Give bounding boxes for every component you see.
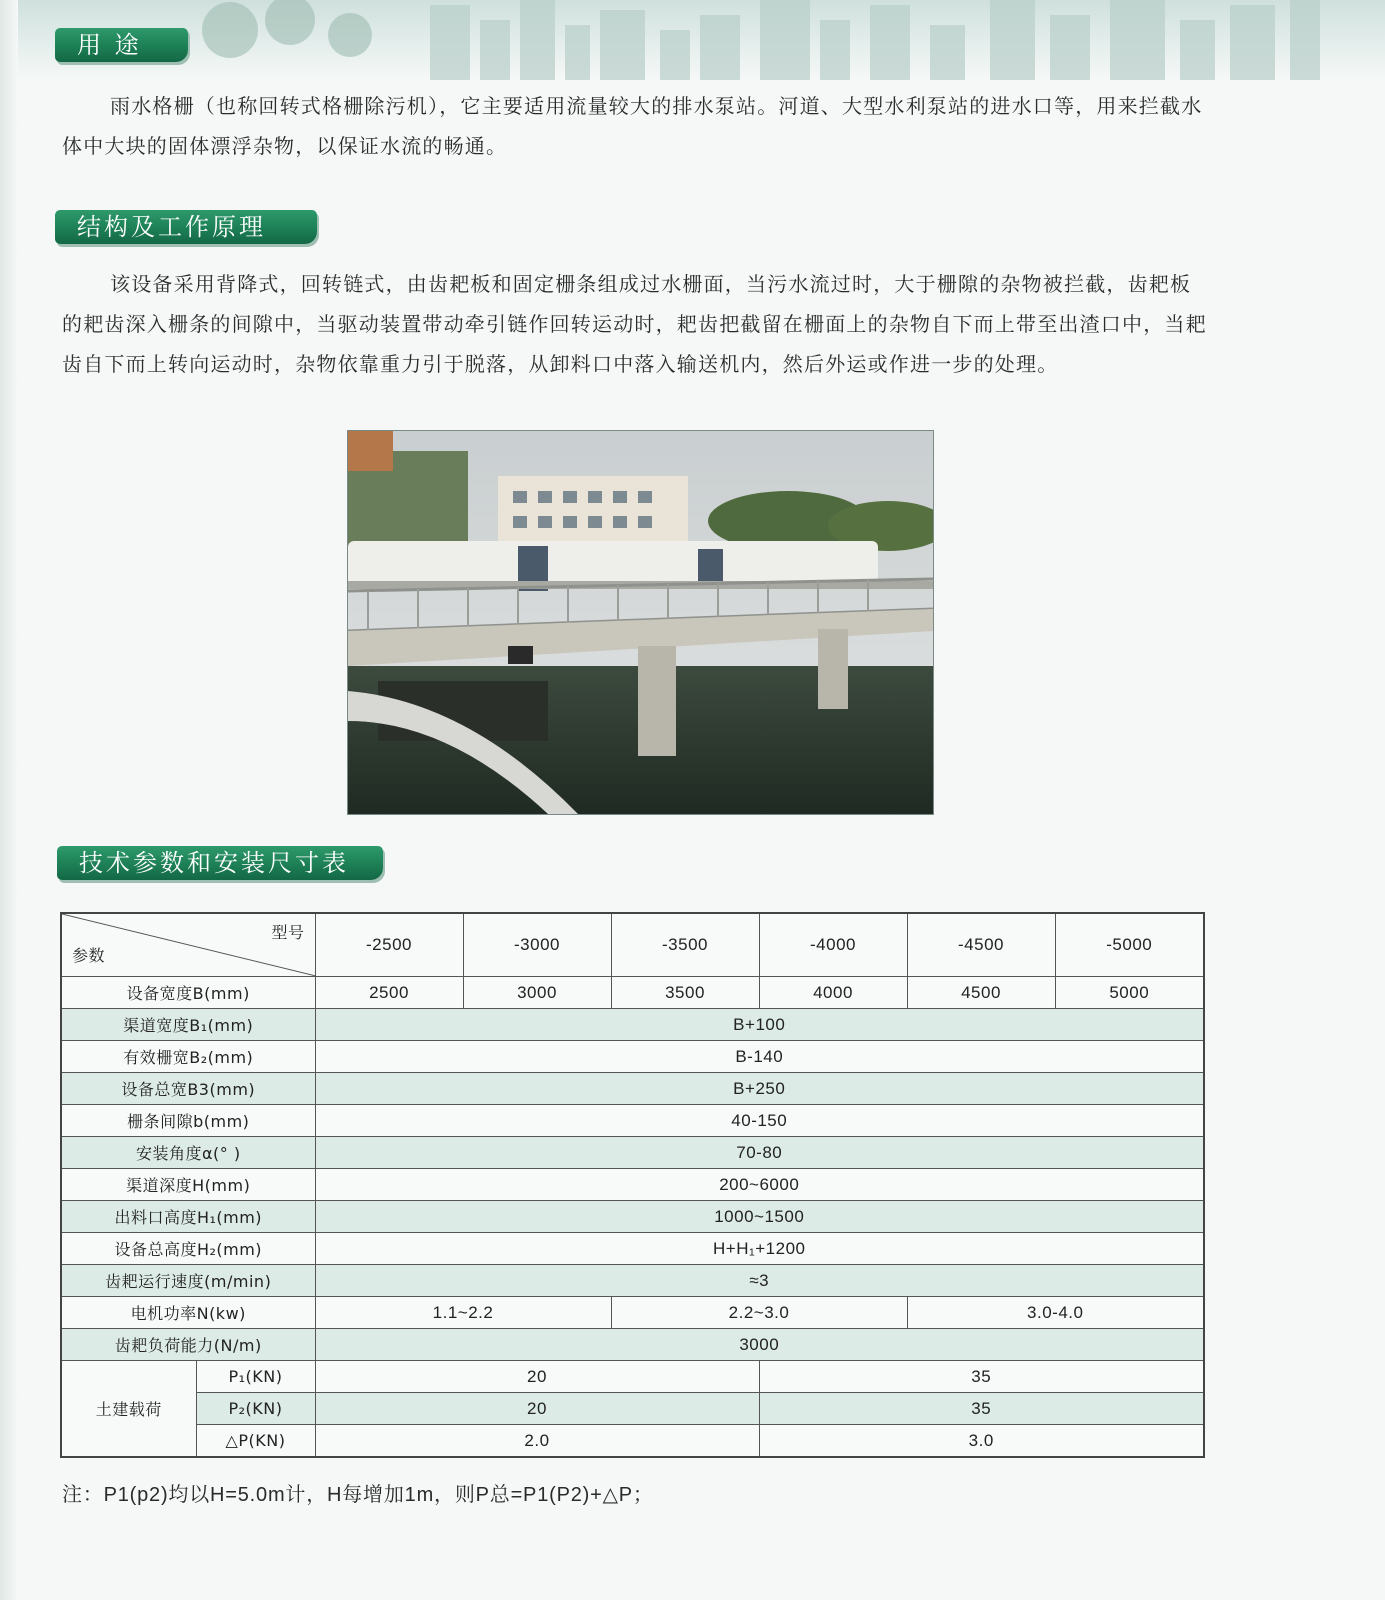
section-title-usage: 用 途: [55, 28, 188, 62]
param-label: 电机功率N(kw): [61, 1297, 315, 1329]
table-cell: B+100: [315, 1009, 1204, 1041]
table-row: [61, 1041, 1204, 1073]
left-edge-shadow: [0, 0, 18, 1600]
table-cell: 2500: [315, 977, 463, 1009]
table-cell: 70-80: [315, 1137, 1204, 1169]
structure-paragraph: 该设备采用背降式，回转链式，由齿耙板和固定栅条组成过水栅面，当污水流过时，大于栅隙的杂物被拦截，齿耙板的耙齿深入栅条的间隙中，当驱动装置带动牵引链作回转运动时，耙齿把截留在栅面上的杂物自下而上带至出渣口中，当耙齿自下而上转向运动时，杂物依靠重力引于脱落，从卸料口中落入输送机内，然后外运或作进一步的处理。: [62, 272, 1207, 376]
table-row: [61, 1425, 1204, 1458]
param-label: P₂(KN): [196, 1393, 315, 1425]
header-diagonal-cell: [61, 913, 315, 977]
table-row: [61, 1233, 1204, 1265]
city-skyline-decoration: [0, 0, 1385, 80]
civil-load-label: 土建载荷: [61, 1361, 196, 1458]
table-cell: 3000: [315, 1329, 1204, 1361]
table-row: [61, 1009, 1204, 1041]
table-cell: H+H₁+1200: [315, 1233, 1204, 1265]
table-cell: 4000: [759, 977, 907, 1009]
param-label: 设备总高度H₂(mm): [61, 1233, 315, 1265]
table-row: [61, 1265, 1204, 1297]
model-header: -3000: [463, 913, 611, 977]
param-label: 设备总宽B3(mm): [61, 1073, 315, 1105]
table-cell: 3000: [463, 977, 611, 1009]
table-cell: 1000~1500: [315, 1201, 1204, 1233]
section-title-structure: 结构及工作原理: [55, 210, 317, 244]
param-label: 渠道深度H(mm): [61, 1169, 315, 1201]
spec-table: [60, 912, 1205, 1458]
param-label: 齿耙负荷能力(N/m): [61, 1329, 315, 1361]
table-cell: 2.2~3.0: [611, 1297, 907, 1329]
param-label: 设备宽度B(mm): [61, 977, 315, 1009]
table-cell: 20: [315, 1393, 759, 1425]
model-header: -2500: [315, 913, 463, 977]
model-header: -3500: [611, 913, 759, 977]
table-row: [61, 1105, 1204, 1137]
table-cell: 35: [759, 1393, 1204, 1425]
table-footnote: 注：P1(p2)均以H=5.0m计，H每增加1m，则P总=P1(P2)+△P；: [62, 1484, 654, 1506]
model-header: -4000: [759, 913, 907, 977]
equipment-photo: [347, 430, 934, 815]
model-header: -5000: [1055, 913, 1204, 977]
table-cell: 2.0: [315, 1425, 759, 1458]
table-cell: 40-150: [315, 1105, 1204, 1137]
header-param-label: 参数: [72, 946, 106, 965]
table-cell: 3500: [611, 977, 759, 1009]
table-cell: 200~6000: [315, 1169, 1204, 1201]
table-cell: 5000: [1055, 977, 1204, 1009]
table-row: [61, 1393, 1204, 1425]
param-label: 有效栅宽B₂(mm): [61, 1041, 315, 1073]
table-row: [61, 1169, 1204, 1201]
table-cell: 4500: [907, 977, 1055, 1009]
table-row: [61, 1201, 1204, 1233]
param-label: 渠道宽度B₁(mm): [61, 1009, 315, 1041]
usage-paragraph: 雨水格栅（也称回转式格栅除污机），它主要适用流量较大的排水泵站。河道、大型水利泵站的进水口等，用来拦截水体中大块的固体漂浮杂物，以保证水流的畅通。: [62, 94, 1203, 158]
table-row: [61, 1137, 1204, 1169]
table-cell: 3.0-4.0: [907, 1297, 1204, 1329]
table-cell: 20: [315, 1361, 759, 1393]
table-cell: ≈3: [315, 1265, 1204, 1297]
table-cell: B-140: [315, 1041, 1204, 1073]
table-cell: 35: [759, 1361, 1204, 1393]
param-label: △P(KN): [196, 1425, 315, 1458]
param-label: 出料口高度H₁(mm): [61, 1201, 315, 1233]
param-label: P₁(KN): [196, 1361, 315, 1393]
header-model-label: 型号: [271, 923, 305, 942]
model-header: -4500: [907, 913, 1055, 977]
table-cell: 1.1~2.2: [315, 1297, 611, 1329]
section-title-table: 技术参数和安装尺寸表: [57, 846, 383, 880]
param-label: 安装角度α(° ): [61, 1137, 315, 1169]
table-row: [61, 1297, 1204, 1329]
table-header-row: [61, 913, 1204, 977]
table-row: [61, 1073, 1204, 1105]
table-cell: 3.0: [759, 1425, 1204, 1458]
param-label: 齿耙运行速度(m/min): [61, 1265, 315, 1297]
param-label: 栅条间隙b(mm): [61, 1105, 315, 1137]
table-row: [61, 1329, 1204, 1361]
table-row: [61, 977, 1204, 1009]
table-cell: B+250: [315, 1073, 1204, 1105]
table-row: [61, 1361, 1204, 1393]
